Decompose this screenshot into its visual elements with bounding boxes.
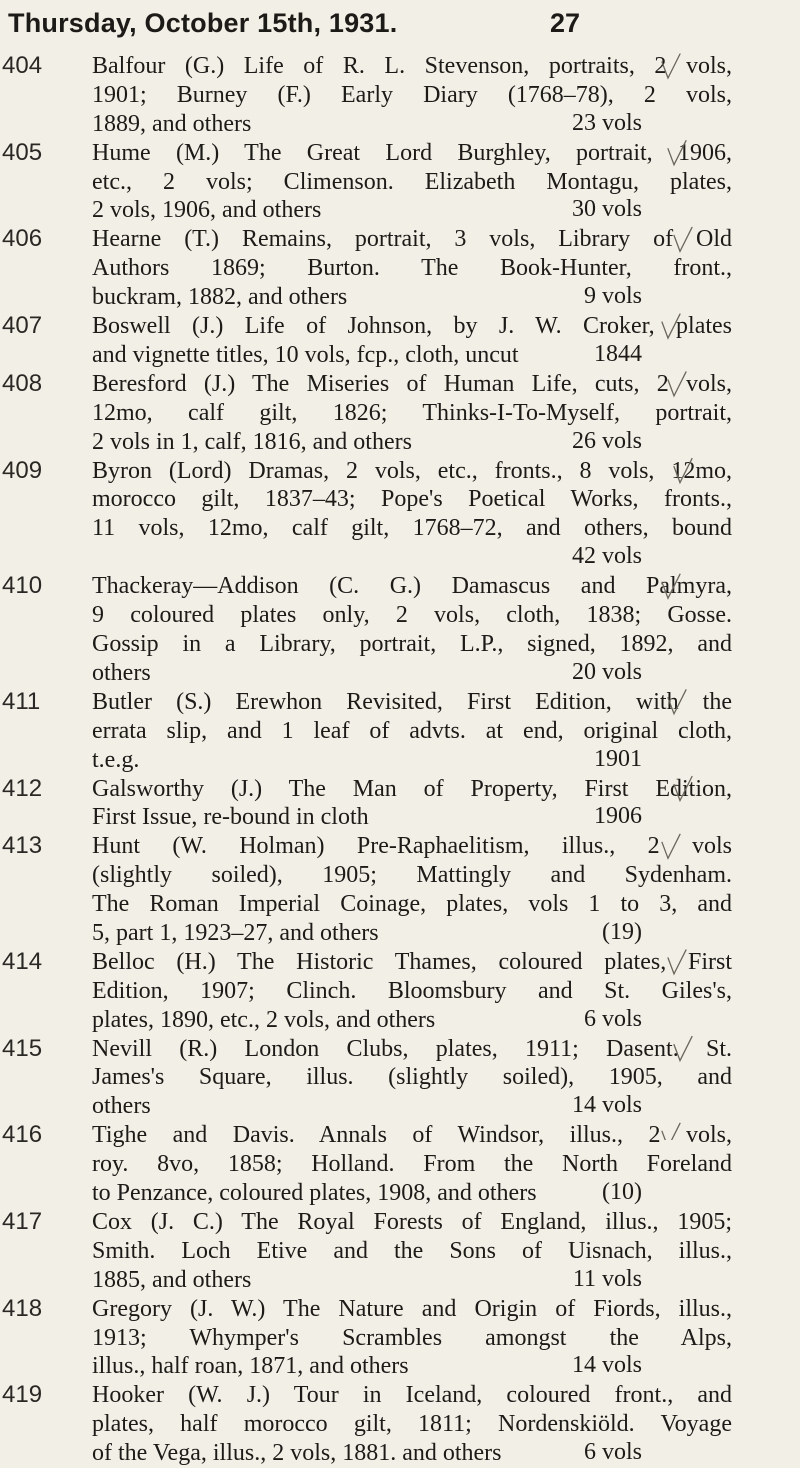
- lot-number: 413: [2, 832, 43, 860]
- lot-description-text: James's Square, illus. (slightly soiled), 1905, and: [92, 1064, 732, 1091]
- lot-description-line: [92, 630, 732, 658]
- lot-description-text: The Roman Imperial Coinage, plates, vols 1 to 3, and: [92, 891, 732, 918]
- lot-quantity: 1906: [594, 803, 642, 830]
- lot-description-line: [92, 601, 732, 629]
- check-mark-icon: [662, 54, 680, 78]
- lot-description-line: [92, 312, 732, 340]
- lot-description-text: Authors 1869; Burton. The Book-Hunter, front.,: [92, 255, 732, 282]
- auction-date: Thursday, October 15th, 1931.: [8, 8, 398, 38]
- lot-description-text: Edition, 1907; Clinch. Bloomsbury and St. Giles's,: [92, 977, 732, 1004]
- lot-description-text: (slightly soiled), 1905; Mattingly and Sydenham.: [92, 862, 732, 889]
- lot-number: 418: [2, 1294, 43, 1322]
- lot-description-text: 12mo, calf gilt, 1826; Thinks-I-To-Myself, portrait,: [92, 399, 732, 426]
- lot-description-text: illus., half roan, 1871, and others: [92, 1353, 409, 1380]
- lot-description-text: Balfour (G.) Life of R. L. Stevenson, portraits, 2 vols,: [92, 53, 732, 79]
- lot-description-text: Nevill (R.) London Clubs, plates, 1911; Dasent. St.: [92, 1035, 732, 1062]
- lot-description-line: [92, 341, 652, 369]
- lot-description-text: Hume (M.) The Great Lord Burghley, portrait, 1906,: [92, 139, 732, 166]
- check-mark-icon: [662, 574, 680, 598]
- lot-quantity: (10): [602, 1179, 642, 1206]
- lot-number: 405: [2, 138, 43, 166]
- lot-description-line: [92, 1381, 732, 1409]
- lot-number: 415: [2, 1034, 43, 1062]
- lot-description-text: Gregory (J. W.) The Nature and Origin of Fiords, illus.,: [92, 1295, 732, 1322]
- lot-description-line: [92, 1063, 732, 1091]
- lot-description-text: others: [92, 659, 151, 686]
- lot-description-text: 1913; Whymper's Scrambles amongst the Alps,: [92, 1324, 732, 1351]
- lot-description-line: [92, 1439, 652, 1467]
- lot-description-text: of the Vega, illus., 2 vols, 1881. and others: [92, 1440, 502, 1467]
- check-mark-icon: [662, 834, 680, 858]
- lot-description-text: 2 vols, 1906, and others: [92, 197, 322, 224]
- lot-description-text: Smith. Loch Etive and the Sons of Uisnach, illus.,: [92, 1237, 732, 1264]
- lot-description-text: Tighe and Davis. Annals of Windsor, illus., 2 vols,: [92, 1122, 732, 1149]
- lot-description-text: First Issue, re-bound in cloth: [92, 804, 369, 831]
- lot-description-line: [92, 543, 652, 571]
- lot-description-text: Thackeray—Addison (C. G.) Damascus and Palmyra,: [92, 573, 732, 600]
- lot-description-line: [92, 399, 732, 427]
- check-mark-icon: [668, 950, 686, 974]
- check-mark-icon: [668, 372, 686, 396]
- lot-quantity: 9 vols: [583, 283, 642, 310]
- check-mark-icon: [674, 227, 692, 251]
- lot-description-line: [92, 890, 732, 918]
- lot-description-line: [92, 1324, 732, 1352]
- lot-quantity: 30 vols: [571, 196, 642, 223]
- lot-description-text: Galsworthy (J.) The Man of Property, First Edition,: [92, 775, 732, 802]
- lot-description-line: [92, 254, 732, 282]
- lot-description-text: Hooker (W. J.) Tour in Iceland, coloured front., and: [92, 1382, 732, 1409]
- lot-description-line: [92, 659, 652, 687]
- lot-description-text: errata slip, and 1 leaf of advts. at end, original cloth,: [92, 717, 732, 744]
- lot-description-text: etc., 2 vols; Climenson. Elizabeth Montagu, plates,: [92, 168, 732, 195]
- check-mark-icon: [674, 1037, 692, 1061]
- lot-description-text: buckram, 1882, and others: [92, 284, 348, 311]
- lot-description-line: [92, 370, 732, 398]
- check-mark-icon: [674, 777, 692, 801]
- lot-description-line: [92, 225, 732, 253]
- lot-number: 419: [2, 1381, 43, 1409]
- check-mark-icon: [662, 1123, 680, 1140]
- lot-description-text: Hearne (T.) Remains, portrait, 3 vols, Library of Old: [92, 226, 732, 253]
- lot-description-line: [92, 861, 732, 889]
- lot-description-line: [92, 1410, 732, 1438]
- lot-description-line: [92, 1150, 732, 1178]
- lot-quantity: 1844: [594, 340, 642, 367]
- lot-description-text: and vignette titles, 10 vols, fcp., cloth, uncut: [92, 341, 519, 368]
- lot-description-line: [92, 1266, 652, 1294]
- page-number: 27: [550, 8, 581, 38]
- lot-number: 416: [2, 1121, 43, 1149]
- lot-description-line: [92, 746, 652, 774]
- lot-quantity: 42 vols: [571, 543, 642, 570]
- lot-number: 412: [2, 774, 43, 802]
- lot-quantity: 14 vols: [571, 1352, 642, 1379]
- lot-description-text: Butler (S.) Erewhon Revisited, First Edition, with the: [92, 688, 732, 715]
- lot-description-line: [92, 428, 652, 456]
- lot-description-text: morocco gilt, 1837–43; Pope's Poetical Works, fronts.,: [92, 486, 732, 513]
- lot-description-text: 1889, and others: [92, 110, 252, 137]
- lot-description-line: [92, 81, 732, 109]
- lot-description-text: Cox (J. C.) The Royal Forests of England, illus., 1905;: [92, 1209, 732, 1235]
- check-mark-icon: [662, 314, 680, 338]
- lot-description-line: [92, 1208, 732, 1236]
- lot-entry: [0, 1208, 800, 1295]
- lot-description-text: roy. 8vo, 1858; Holland. From the North Foreland: [92, 1151, 732, 1178]
- lot-description-text: 11 vols, 12mo, calf gilt, 1768–72, and others, bound: [92, 515, 732, 542]
- lot-number: 407: [2, 312, 43, 340]
- lot-description-line: [92, 139, 732, 167]
- lot-number: 411: [2, 687, 41, 715]
- lot-number: 404: [2, 52, 43, 79]
- check-mark-icon: [668, 141, 686, 165]
- lot-description-text: Beresford (J.) The Miseries of Human Life, cuts, 2 vols,: [92, 370, 732, 397]
- lot-description-line: [92, 1006, 652, 1034]
- lot-description-text: 9 coloured plates only, 2 vols, cloth, 1838; Gosse.: [92, 602, 732, 629]
- lot-number: 410: [2, 572, 43, 600]
- lot-description-text: 1885, and others: [92, 1266, 252, 1293]
- lot-description-line: [92, 919, 652, 947]
- lot-quantity: 20 vols: [571, 658, 642, 685]
- lot-quantity: 14 vols: [571, 1092, 642, 1119]
- lot-description-line: [92, 1092, 652, 1120]
- lot-quantity: 26 vols: [571, 427, 642, 454]
- lot-description-line: [92, 775, 732, 803]
- lot-description-line: [92, 110, 652, 138]
- lot-description-text: plates, 1890, etc., 2 vols, and others: [92, 1006, 436, 1033]
- lot-description-line: [92, 283, 652, 311]
- lot-number: 406: [2, 225, 43, 253]
- lot-description-text: 2 vols in 1, calf, 1816, and others: [92, 428, 412, 455]
- lot-description-line: [92, 52, 732, 80]
- lot-description-line: [92, 1237, 732, 1265]
- lot-quantity: 1901: [594, 745, 642, 772]
- lot-description-text: Hunt (W. Holman) Pre-Raphaelitism, illus., 2 vols: [92, 833, 732, 860]
- lot-description-text: 5, part 1, 1923–27, and others: [92, 919, 379, 946]
- lot-description-text: Gossip in a Library, portrait, L.P., signed, 1892, and: [92, 630, 732, 657]
- lot-description-text: others: [92, 1093, 151, 1120]
- lot-description-line: [92, 832, 732, 860]
- lot-description-line: [92, 1121, 732, 1149]
- lot-description-text: to Penzance, coloured plates, 1908, and others: [92, 1180, 537, 1207]
- lot-description-text: t.e.g.: [92, 746, 140, 773]
- lot-description-line: [92, 196, 652, 224]
- lot-description-line: [92, 717, 732, 745]
- lot-quantity: (19): [602, 918, 642, 945]
- lot-description-text: 1901; Burney (F.) Early Diary (1768–78), 2 vols,: [92, 81, 732, 108]
- check-mark-icon: [674, 459, 692, 483]
- lot-description-line: [92, 688, 732, 716]
- lot-entry: [0, 1381, 800, 1468]
- pencil-marks: [650, 40, 800, 1140]
- lot-description-line: [92, 1035, 732, 1063]
- lot-number: 417: [2, 1208, 43, 1235]
- lot-description-line: [92, 514, 732, 542]
- lot-quantity: 6 vols: [583, 1005, 642, 1032]
- check-mark-icon: [668, 690, 686, 714]
- lot-description-line: [92, 485, 732, 513]
- lot-description-text: Byron (Lord) Dramas, 2 vols, etc., fronts., 8 vols, 12mo,: [92, 457, 732, 484]
- lot-number: 408: [2, 369, 43, 397]
- lot-description-line: [92, 977, 732, 1005]
- lot-description-line: [92, 948, 732, 976]
- lot-number: 409: [2, 456, 43, 484]
- lot-description-line: [92, 168, 732, 196]
- lot-description-text: plates, half morocco gilt, 1811; Nordenskiöld. Voyage: [92, 1411, 732, 1438]
- lot-description-text: Boswell (J.) Life of Johnson, by J. W. Croker, plates: [92, 313, 732, 340]
- lot-description-line: [92, 1295, 732, 1323]
- page-header: [0, 4, 800, 44]
- lot-description-line: [92, 457, 732, 485]
- lot-description-line: [92, 572, 732, 600]
- lot-quantity: 23 vols: [571, 109, 642, 136]
- lot-description-text: Belloc (H.) The Historic Thames, coloured plates, First: [92, 948, 732, 975]
- lot-description-line: [92, 1352, 652, 1380]
- lot-description-line: [92, 1179, 652, 1207]
- lot-number: 414: [2, 947, 43, 975]
- lot-quantity: 6 vols: [583, 1439, 642, 1466]
- lot-quantity: 11 vols: [572, 1265, 642, 1292]
- lot-description-line: [92, 803, 652, 831]
